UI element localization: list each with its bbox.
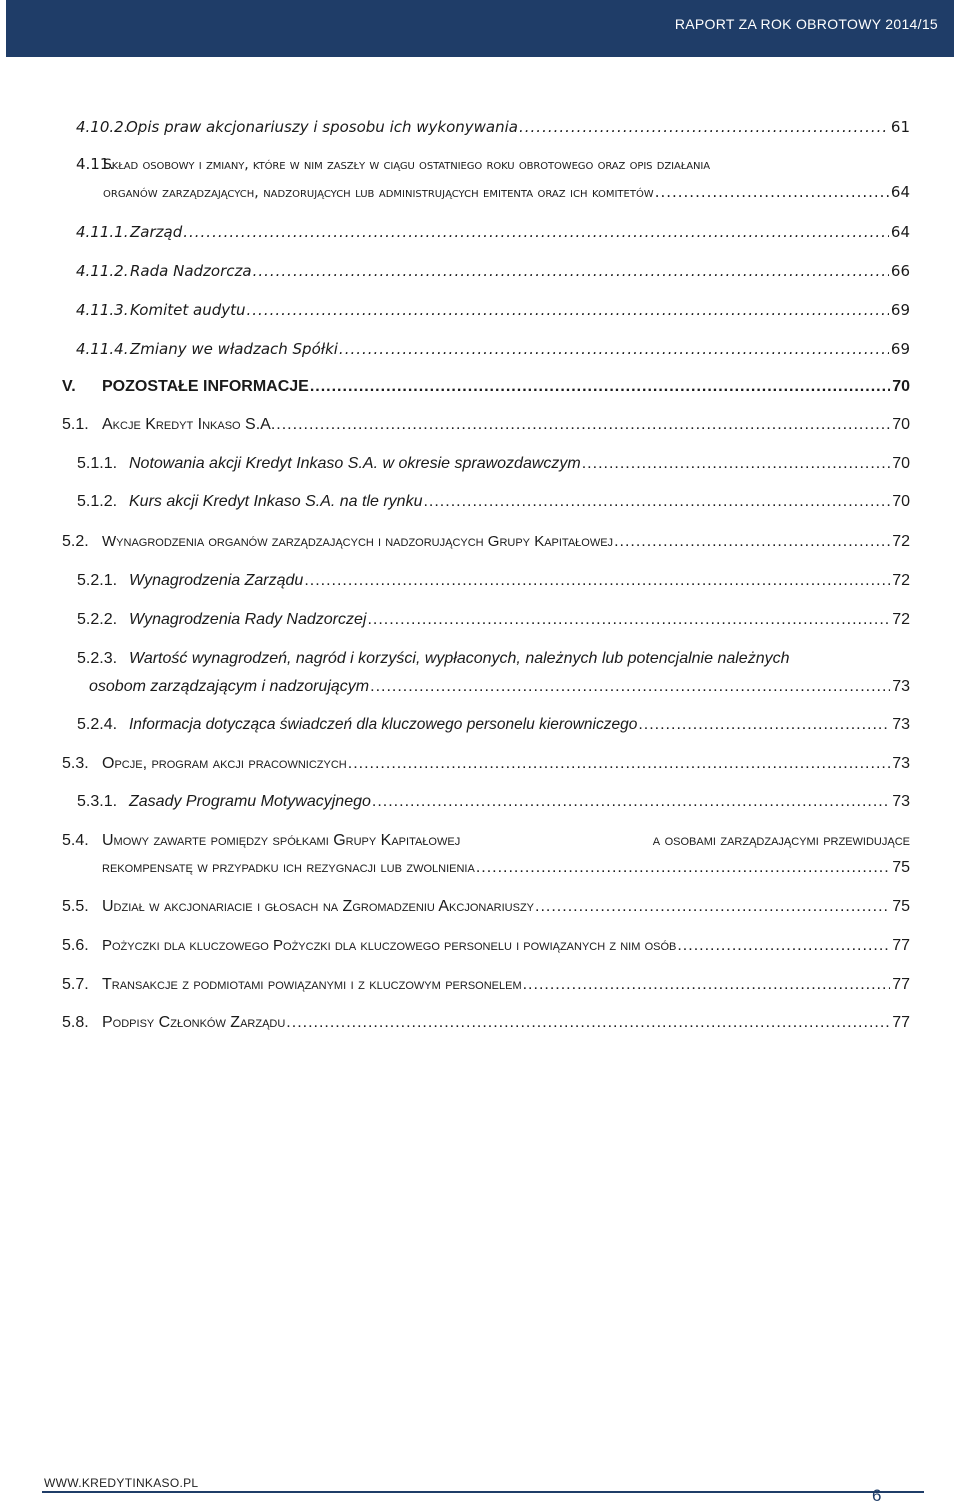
toc-dot-leader — [535, 898, 890, 916]
toc-entry-4-11-line1[interactable] — [76, 155, 910, 173]
toc-entry-page: 70 — [892, 378, 910, 395]
toc-entry-title-part2: a osobami zarządzającymi przewidujące — [652, 832, 910, 849]
toc-entry-title: Umowy zawarte pomiędzy spółkami Grupy Kapitałowej — [102, 832, 461, 849]
toc-dot-leader — [276, 416, 890, 434]
toc-entry-title: Rada Nadzorcza — [130, 262, 252, 280]
toc-entry-title: Wartość wynagrodzeń, nagród i korzyści, wypłaconych, należnych lub potencjalnie należnych — [129, 650, 790, 667]
toc-entry-page: 77 — [892, 976, 910, 993]
toc-entry-page: 72 — [892, 572, 910, 589]
toc-entry-5-6[interactable] — [62, 937, 910, 955]
footer-url: WWW.KREDYTINKASO.PL — [44, 1476, 199, 1490]
toc-entry-page: 77 — [892, 937, 910, 954]
toc-dot-leader — [367, 611, 890, 629]
toc-entry-number: 5.2.1. — [77, 572, 118, 589]
toc-dot-leader — [523, 976, 891, 994]
toc-entry-title: Informacja dotycząca świadczeń dla kluczowego personelu kierowniczego — [129, 716, 638, 733]
toc-entry-title: POZOSTAŁE INFORMACJE — [102, 378, 309, 395]
toc-dot-leader — [304, 572, 890, 590]
toc-entry-number: 4.11.2. — [76, 262, 129, 280]
toc-dot-leader — [370, 678, 890, 696]
toc-entry-title: Wynagrodzenia Zarządu — [129, 572, 304, 589]
toc-dot-leader — [183, 223, 889, 241]
toc-entry-number: 5.1. — [62, 416, 89, 433]
toc-entry-page: 64 — [890, 223, 910, 241]
toc-entry-number: 4.11.1. — [76, 223, 129, 241]
toc-entry-5-3-1[interactable] — [77, 793, 910, 811]
toc-entry-number: 5.2. — [62, 533, 89, 550]
toc-entry-number: 5.3. — [62, 755, 89, 772]
toc-entry-number: 5.1.1. — [77, 455, 118, 472]
toc-entry-page: 61 — [890, 118, 910, 136]
toc-entry-number: 5.6. — [62, 937, 89, 954]
toc-entry-title-continued: organów zarządzających, nadzorujących lub administrujących emitenta oraz ich komitetów — [103, 185, 654, 201]
toc-entry-5-8[interactable] — [62, 1014, 910, 1032]
toc-entry-title-continued: osobom zarządzającym i nadzorującym — [89, 678, 370, 695]
toc-dot-leader — [519, 118, 889, 136]
toc-dot-leader — [247, 301, 889, 319]
toc-entry-4-11-1[interactable] — [76, 223, 910, 241]
toc-entry-title: Notowania akcji Kredyt Inkaso S.A. w okresie sprawozdawczym — [129, 455, 581, 472]
toc-dot-leader — [677, 937, 890, 955]
toc-entry-4-10-2[interactable] — [76, 118, 910, 136]
toc-entry-title: Zarząd — [130, 223, 183, 241]
header-bar — [6, 0, 954, 57]
toc-entry-title: Opis praw akcjonariuszy i sposobu ich wykonywania — [126, 118, 518, 136]
toc-dot-leader — [638, 716, 890, 734]
toc-entry-title: Akcje Kredyt Inkaso S.A. — [102, 416, 276, 433]
toc-entry-title-continued: rekompensatę w przypadku ich rezygnacji lub zwolnienia — [102, 859, 475, 876]
toc-entry-title: Zmiany we władzach Spółki — [130, 340, 338, 358]
toc-entry-5-7[interactable] — [62, 976, 910, 994]
toc-dot-leader — [253, 262, 889, 280]
toc-entry-5-1-2[interactable] — [77, 493, 910, 511]
toc-entry-5-1[interactable] — [62, 416, 910, 434]
toc-entry-number: 5.2.3. — [77, 650, 118, 667]
toc-entry-5-2-2[interactable] — [77, 611, 910, 629]
toc-entry-page: 72 — [892, 533, 910, 550]
toc-dot-leader — [582, 455, 890, 473]
toc-entry-title: Wynagrodzenia Rady Nadzorczej — [129, 611, 367, 628]
toc-entry-number: V. — [62, 378, 76, 395]
toc-entry-5-2-1[interactable] — [77, 572, 910, 590]
toc-entry-page: 64 — [890, 183, 910, 201]
toc-entry-number: 5.8. — [62, 1014, 89, 1031]
toc-entry-number: 4.11.4. — [76, 340, 129, 358]
toc-entry-title: Wynagrodzenia organów zarządzających i nadzorujących Grupy Kapitałowej — [102, 533, 614, 550]
toc-entry-5-2[interactable] — [62, 533, 910, 551]
toc-dot-leader — [655, 183, 889, 201]
toc-dot-leader — [286, 1014, 890, 1032]
toc-entry-page: 75 — [892, 898, 910, 915]
toc-entry-5-4-line1[interactable] — [62, 832, 910, 850]
report-title: RAPORT ZA ROK OBROTOWY 2014/15 — [674, 16, 938, 32]
toc-entry-title: Skład osobowy i zmiany, które w nim zaszły w ciągu ostatniego roku obrotowego oraz opis działania — [103, 157, 710, 173]
toc-entry-number: 5.3.1. — [77, 793, 118, 810]
toc-entry-5-5[interactable] — [62, 898, 910, 916]
toc-dot-leader — [310, 378, 890, 396]
toc-entry-title: Transakcje z podmiotami powiązanymi i z kluczowym personelem — [102, 976, 522, 993]
toc-entry-title: Pożyczki dla kluczowego Pożyczki dla kluczowego personelu i powiązanych z nim osób — [102, 937, 677, 954]
toc-entry-title: Kurs akcji Kredyt Inkaso S.A. na tle rynku — [129, 493, 423, 510]
toc-entry-4-11-4[interactable] — [76, 340, 910, 358]
toc-entry-number: 4.10.2. — [76, 118, 129, 136]
toc-entry-5-1-1[interactable] — [77, 455, 910, 473]
toc-entry-title: Komitet audytu — [130, 301, 246, 319]
toc-entry-page: 75 — [892, 859, 910, 876]
toc-entry-5-2-4[interactable] — [77, 716, 910, 734]
toc-entry-number: 4.11.3. — [76, 301, 129, 319]
toc-dot-leader — [614, 533, 890, 551]
toc-entry-5-3[interactable] — [62, 755, 910, 773]
toc-entry-page: 66 — [890, 262, 910, 280]
toc-entry-number: 5.1.2. — [77, 493, 118, 510]
toc-entry-page: 73 — [892, 678, 910, 695]
toc-entry-page: 73 — [892, 793, 910, 810]
toc-entry-number: 5.2.2. — [77, 611, 118, 628]
toc-entry-page: 73 — [892, 755, 910, 772]
toc-entry-5-2-3-line2[interactable] — [89, 678, 910, 696]
toc-entry-page: 77 — [892, 1014, 910, 1031]
toc-entry-page: 69 — [890, 301, 910, 319]
page-number: 6 — [872, 1486, 882, 1505]
toc-dot-leader — [348, 755, 890, 773]
toc-entry-number: 5.2.4. — [77, 716, 118, 733]
toc-entry-number: 5.7. — [62, 976, 89, 993]
toc-dot-leader — [423, 493, 890, 511]
toc-entry-title: Zasady Programu Motywacyjnego — [129, 793, 371, 810]
toc-entry-5-4-line2[interactable] — [102, 859, 910, 877]
toc-entry-V[interactable] — [62, 378, 910, 396]
toc-dot-leader — [339, 340, 889, 358]
toc-entry-page: 70 — [892, 493, 910, 510]
toc-entry-5-2-3-line1[interactable] — [77, 650, 910, 668]
toc-entry-number: 4.11. — [76, 155, 115, 173]
toc-entry-4-11-2[interactable] — [76, 262, 910, 280]
footer-divider — [42, 1491, 924, 1493]
toc-entry-number: 5.4. — [62, 832, 89, 849]
toc-entry-4-11-3[interactable] — [76, 301, 910, 319]
toc-dot-leader — [476, 859, 890, 877]
toc-entry-title: Opcje, program akcji pracowniczych — [102, 755, 347, 772]
toc-entry-page: 70 — [892, 455, 910, 472]
toc-entry-page: 72 — [892, 611, 910, 628]
toc-entry-page: 70 — [892, 416, 910, 433]
toc-entry-number: 5.5. — [62, 898, 89, 915]
toc-entry-title: Podpisy Członków Zarządu — [102, 1014, 286, 1031]
toc-dot-leader — [372, 793, 890, 811]
toc-entry-page: 73 — [892, 716, 910, 733]
toc-entry-title: Udział w akcjonariacie i głosach na Zgromadzeniu Akcjonariuszy — [102, 898, 535, 915]
toc-entry-4-11-line2[interactable] — [103, 183, 910, 201]
toc-entry-page: 69 — [890, 340, 910, 358]
